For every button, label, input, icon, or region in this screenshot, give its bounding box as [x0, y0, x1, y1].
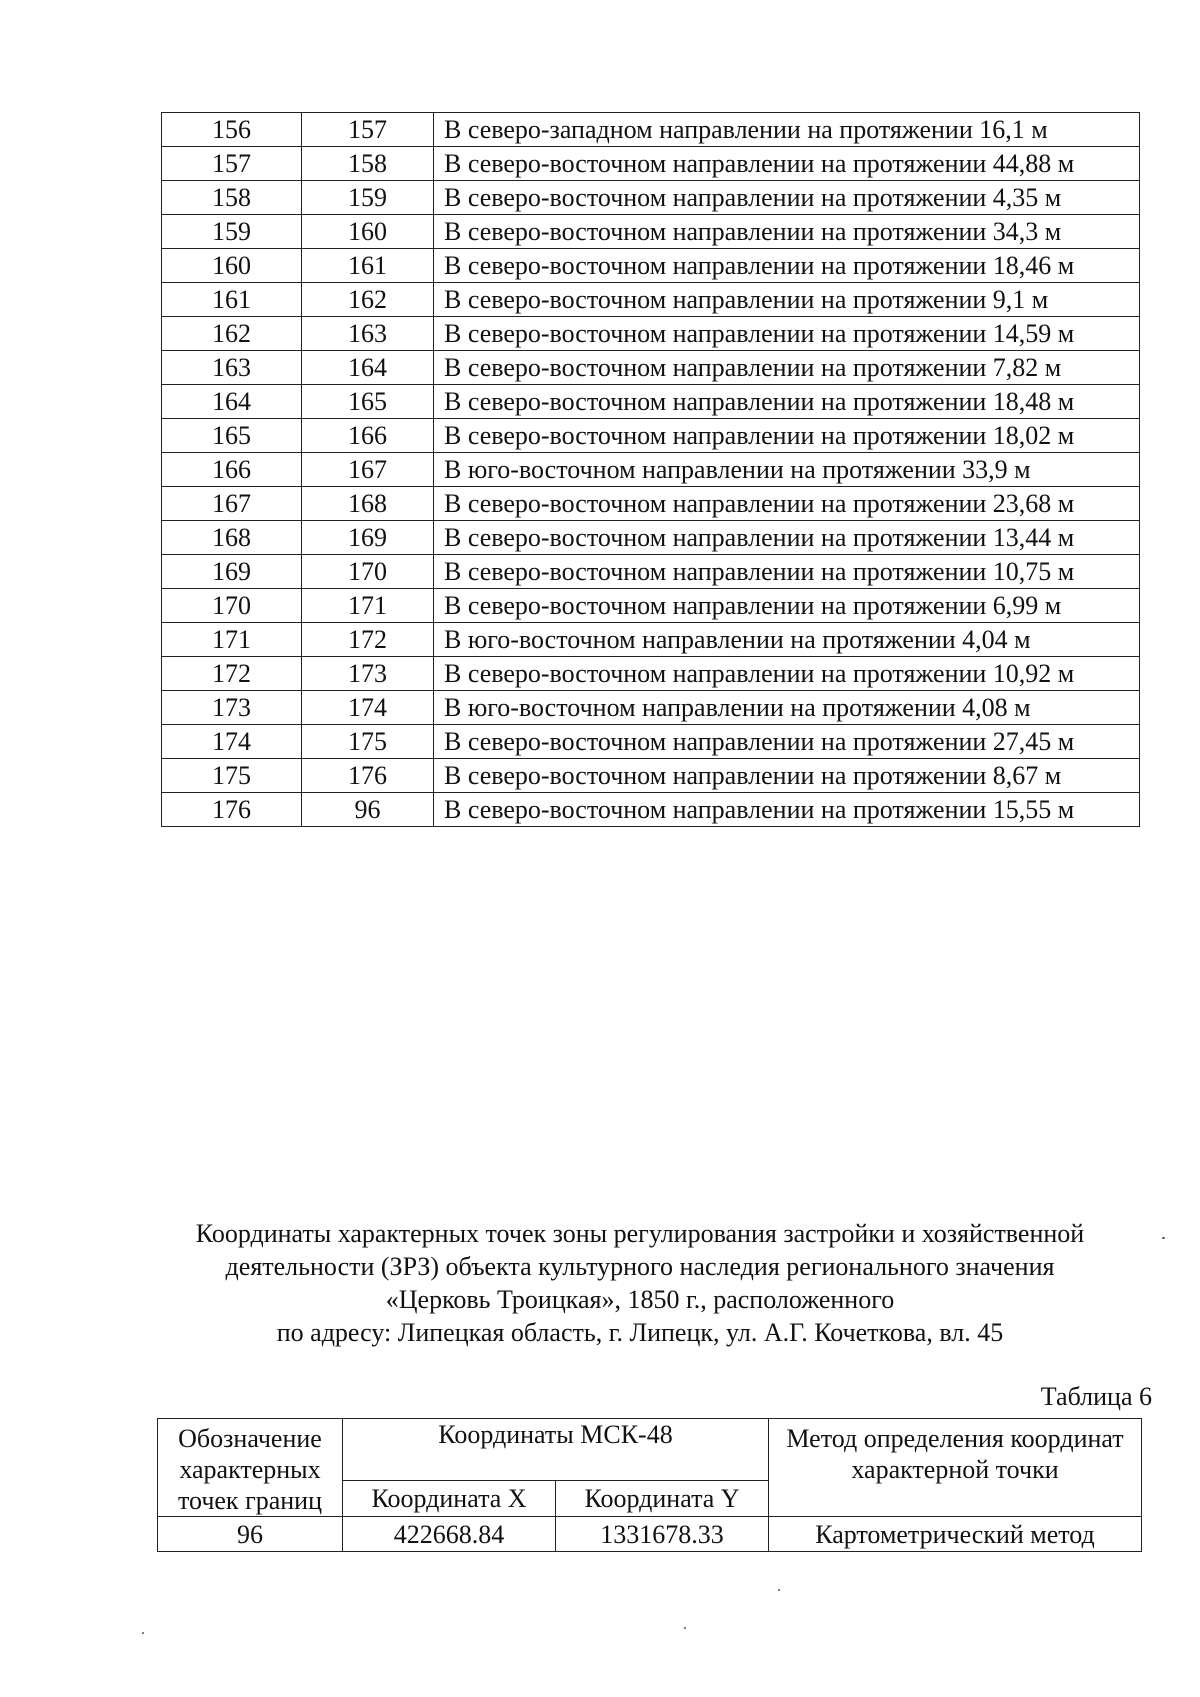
segment-end-point-cell: 158 [302, 147, 434, 181]
table-row [162, 385, 1140, 419]
segment-start-point-cell: 158 [162, 181, 302, 215]
table-row [162, 487, 1140, 521]
segment-description-cell: В юго-восточном направлении на протяжении 33,9 м [434, 453, 1140, 487]
segment-start-point-cell: 167 [162, 487, 302, 521]
segment-description-cell: В северо-восточном направлении на протяжении 10,75 м [434, 555, 1140, 589]
designation-header: Обозначение характерных точек границ [158, 1419, 343, 1517]
segment-description-cell: В северо-восточном направлении на протяжении 9,1 м [434, 283, 1140, 317]
table-row [162, 521, 1140, 555]
segment-description-cell: В северо-восточном направлении на протяжении 4,35 м [434, 181, 1140, 215]
scan-speck [778, 1589, 780, 1591]
table-row [158, 1517, 1142, 1552]
segment-end-point-cell: 174 [302, 691, 434, 725]
segment-start-point-cell: 175 [162, 759, 302, 793]
segment-description-cell: В северо-восточном направлении на протяжении 27,45 м [434, 725, 1140, 759]
segment-description-cell: В северо-восточном направлении на протяжении 6,99 м [434, 589, 1140, 623]
segment-end-point-cell: 96 [302, 793, 434, 827]
table-row [162, 691, 1140, 725]
segment-start-point-cell: 174 [162, 725, 302, 759]
segment-start-point-cell: 173 [162, 691, 302, 725]
segment-end-point-cell: 171 [302, 589, 434, 623]
table-caption: Таблица 6 [1040, 1382, 1152, 1411]
coords-group-header: Координаты МСК-48 [343, 1419, 769, 1481]
segment-start-point-cell: 171 [162, 623, 302, 657]
segment-end-point-cell: 160 [302, 215, 434, 249]
coordinates-table [157, 1418, 1142, 1552]
segment-end-point-cell: 173 [302, 657, 434, 691]
segment-description-cell: В северо-восточном направлении на протяжении 15,55 м [434, 793, 1140, 827]
segment-start-point-cell: 157 [162, 147, 302, 181]
scan-speck [684, 1627, 686, 1629]
segment-start-point-cell: 161 [162, 283, 302, 317]
segment-end-point-cell: 166 [302, 419, 434, 453]
table-row [162, 793, 1140, 827]
segment-end-point-cell: 157 [302, 113, 434, 147]
segment-description-cell: В северо-восточном направлении на протяжении 23,68 м [434, 487, 1140, 521]
table-row [162, 419, 1140, 453]
segment-end-point-cell: 175 [302, 725, 434, 759]
segment-start-point-cell: 159 [162, 215, 302, 249]
table-row [162, 113, 1140, 147]
segment-description-cell: В северо-восточном направлении на протяжении 44,88 м [434, 147, 1140, 181]
segment-description-cell: В северо-восточном направлении на протяжении 10,92 м [434, 657, 1140, 691]
table-row [162, 589, 1140, 623]
segment-end-point-cell: 159 [302, 181, 434, 215]
heading-line: Координаты характерных точек зоны регулирования застройки и хозяйственной [195, 1219, 1085, 1248]
table-row [162, 283, 1140, 317]
table-row [162, 759, 1140, 793]
segment-description-cell: В северо-западном направлении на протяжении 16,1 м [434, 113, 1140, 147]
table-row [162, 623, 1140, 657]
method-header: Метод определения координат характерной точки [769, 1419, 1142, 1517]
segment-description-cell: В северо-восточном направлении на протяжении 13,44 м [434, 521, 1140, 555]
segment-end-point-cell: 162 [302, 283, 434, 317]
segment-description-cell: В северо-восточном направлении на протяжении 7,82 м [434, 351, 1140, 385]
coord-y-cell: 1331678.33 [556, 1517, 769, 1552]
segment-description-cell: В северо-восточном направлении на протяжении 18,48 м [434, 385, 1140, 419]
segment-end-point-cell: 164 [302, 351, 434, 385]
segment-start-point-cell: 160 [162, 249, 302, 283]
segment-end-point-cell: 163 [302, 317, 434, 351]
method-cell: Картометрический метод [769, 1517, 1142, 1552]
table-row [162, 555, 1140, 589]
segment-start-point-cell: 162 [162, 317, 302, 351]
segment-description-cell: В северо-восточном направлении на протяжении 18,02 м [434, 419, 1140, 453]
scan-speck [142, 1632, 144, 1634]
coord-x-cell: 422668.84 [343, 1517, 556, 1552]
segment-start-point-cell: 168 [162, 521, 302, 555]
table-row [162, 351, 1140, 385]
segment-start-point-cell: 166 [162, 453, 302, 487]
segment-start-point-cell: 170 [162, 589, 302, 623]
table-row [162, 181, 1140, 215]
table-row [162, 215, 1140, 249]
table-row [162, 147, 1140, 181]
segment-end-point-cell: 168 [302, 487, 434, 521]
segment-description-cell: В юго-восточном направлении на протяжении 4,04 м [434, 623, 1140, 657]
segment-description-cell: В северо-восточном направлении на протяжении 14,59 м [434, 317, 1140, 351]
segment-end-point-cell: 170 [302, 555, 434, 589]
segment-start-point-cell: 156 [162, 113, 302, 147]
segment-end-point-cell: 167 [302, 453, 434, 487]
segment-start-point-cell: 165 [162, 419, 302, 453]
segment-end-point-cell: 169 [302, 521, 434, 555]
segment-end-point-cell: 165 [302, 385, 434, 419]
segment-start-point-cell: 176 [162, 793, 302, 827]
coord-y-header: Координата Y [556, 1481, 769, 1517]
table-row [162, 249, 1140, 283]
coord-x-header: Координата X [343, 1481, 556, 1517]
segment-description-cell: В северо-восточном направлении на протяжении 34,3 м [434, 215, 1140, 249]
heading-line: деятельности (ЗРЗ) объекта культурного наследия регионального значения [225, 1252, 1055, 1281]
segment-start-point-cell: 164 [162, 385, 302, 419]
segment-end-point-cell: 172 [302, 623, 434, 657]
segment-end-point-cell: 176 [302, 759, 434, 793]
boundary-segments-table [161, 112, 1140, 827]
segment-start-point-cell: 172 [162, 657, 302, 691]
table-row [162, 317, 1140, 351]
segments-table-body [162, 113, 1140, 827]
zone-coordinates-heading [140, 1217, 1140, 1349]
segment-description-cell: В юго-восточном направлении на протяжении 4,08 м [434, 691, 1140, 725]
scan-speck [1162, 1237, 1165, 1239]
segment-description-cell: В северо-восточном направлении на протяжении 18,46 м [434, 249, 1140, 283]
heading-line: по адресу: Липецкая область, г. Липецк, ул. А.Г. Кочеткова, вл. 45 [276, 1318, 1004, 1347]
point-number-cell: 96 [158, 1517, 343, 1552]
segment-description-cell: В северо-восточном направлении на протяжении 8,67 м [434, 759, 1140, 793]
heading-line: «Церковь Троицкая», 1850 г., расположенного [385, 1285, 895, 1314]
segment-start-point-cell: 163 [162, 351, 302, 385]
segment-start-point-cell: 169 [162, 555, 302, 589]
table-row [162, 657, 1140, 691]
segment-end-point-cell: 161 [302, 249, 434, 283]
table-row [162, 725, 1140, 759]
table-row [162, 453, 1140, 487]
